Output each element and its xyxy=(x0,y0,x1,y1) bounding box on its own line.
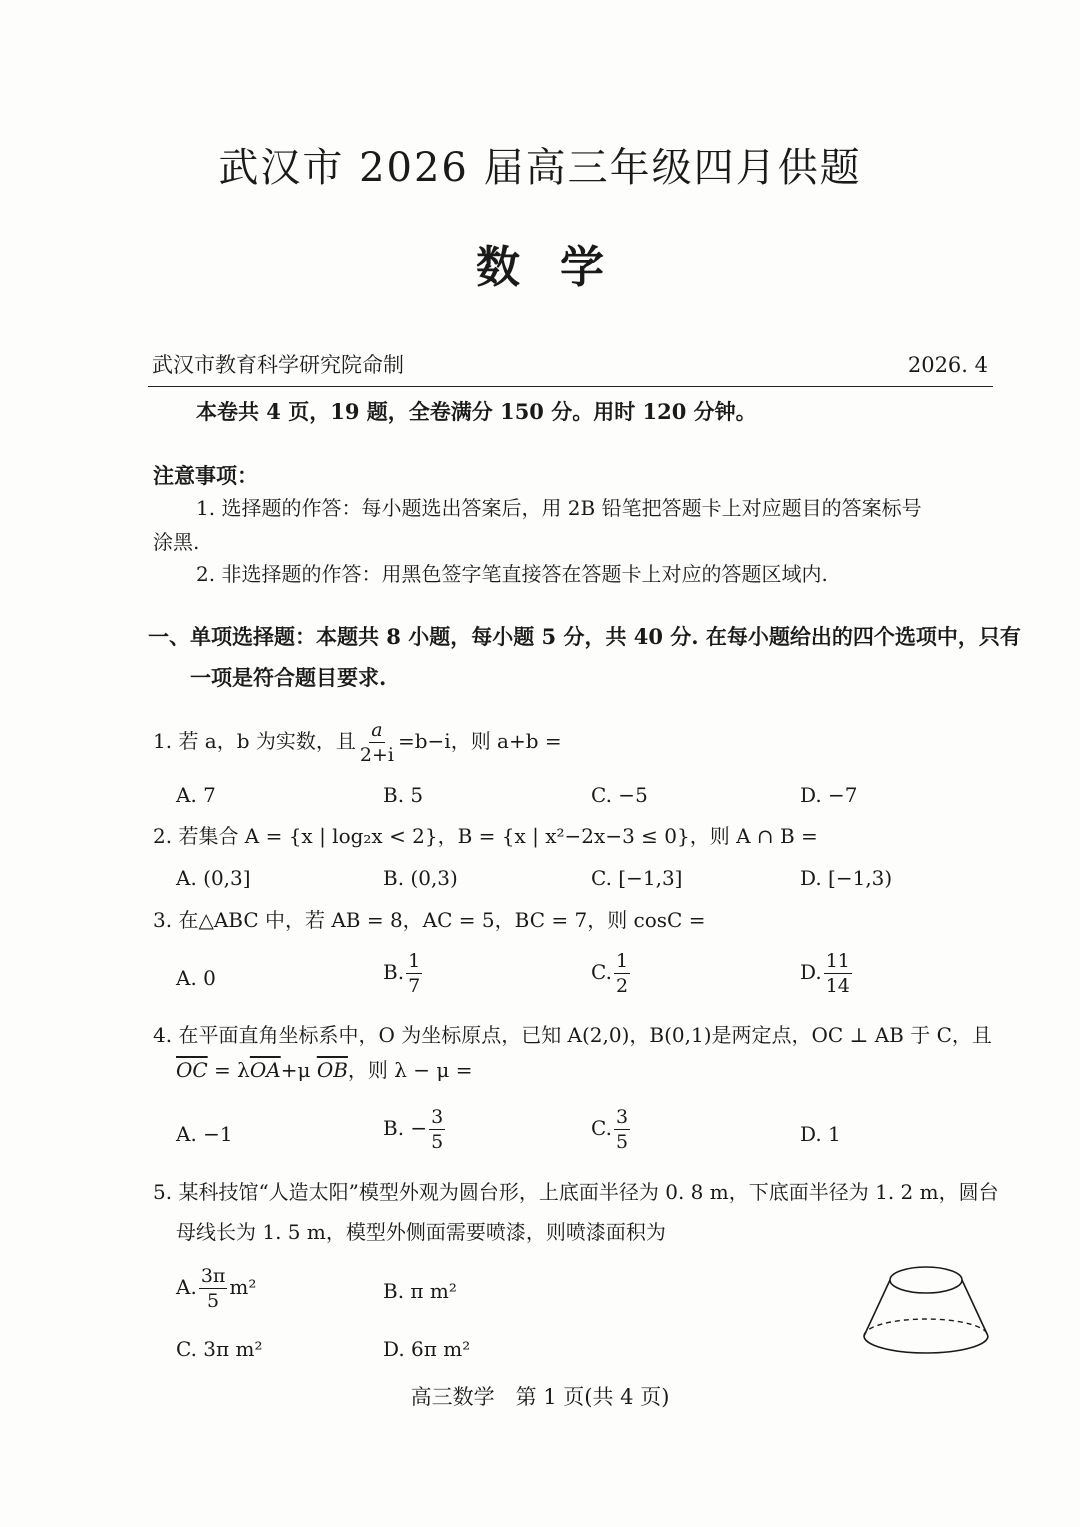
exam-title: 武汉市 2026 届高三年级四月供题 xyxy=(218,145,862,191)
q5-option-b[interactable]: B. π m² xyxy=(383,1279,457,1303)
q1-text-post: =b−i，则 a+b = xyxy=(397,729,562,753)
section-1-heading-cont: 一项是符合题目要求. xyxy=(190,665,387,690)
q2-option-c[interactable]: C. [−1,3] xyxy=(591,866,683,890)
q3-option-b-label: B. xyxy=(383,960,405,984)
question-5-line-2: 母线长为 1. 5 m，模型外侧面需要喷漆，则喷漆面积为 xyxy=(176,1220,666,1244)
q3-option-d-label: D. xyxy=(800,960,822,984)
notice-heading: 注意事项： xyxy=(153,463,258,488)
q1-frac-den: 2+i xyxy=(359,744,394,766)
q3-option-b-fraction xyxy=(406,950,422,997)
q4-option-c-label: C. xyxy=(591,1116,612,1140)
notice-item-1-line-1: 1. 选择题的作答：每小题选出答案后，用 2B 铅笔把答题卡上对应题目的答案标号 xyxy=(196,496,922,520)
q4-option-b-label: B. − xyxy=(383,1116,428,1140)
q4-eq-2: +μ xyxy=(280,1058,317,1082)
q1-fraction xyxy=(358,719,396,766)
q3-option-b[interactable] xyxy=(383,950,424,997)
q4-option-c-fraction xyxy=(614,1106,630,1153)
q2-option-d[interactable]: D. [−1,3) xyxy=(800,866,893,890)
q4-option-a[interactable]: A. −1 xyxy=(176,1122,233,1146)
q1-frac-num: a xyxy=(371,719,383,741)
q4-option-d[interactable]: D. 1 xyxy=(800,1122,841,1146)
q5-option-d[interactable]: D. 6π m² xyxy=(383,1337,471,1361)
frustum-base-visible-arc xyxy=(864,1336,988,1353)
q2-option-b[interactable]: B. (0,3) xyxy=(383,866,458,890)
q1-option-d[interactable]: D. −7 xyxy=(800,783,858,807)
question-1 xyxy=(153,719,562,766)
q3-option-d-den: 14 xyxy=(825,975,850,997)
question-4-line-2 xyxy=(176,1055,473,1085)
frustum-left-edge xyxy=(864,1280,890,1336)
subject-title: 数学 xyxy=(476,242,644,293)
frustum-figure xyxy=(852,1258,1000,1370)
exam-date: 2026. 4 xyxy=(907,353,988,377)
frustum-top-ellipse xyxy=(890,1267,962,1293)
frustum-right-edge xyxy=(962,1280,988,1336)
q5-option-a-num: 3π xyxy=(200,1265,226,1287)
q4-option-b-den: 5 xyxy=(431,1131,444,1153)
q1-option-b[interactable]: B. 5 xyxy=(383,783,424,807)
q3-option-a[interactable]: A. 0 xyxy=(176,966,216,990)
section-1-heading: 一、单项选择题：本题共 8 小题，每小题 5 分，共 40 分. 在每小题给出的四个选项中，只有 xyxy=(148,624,1021,649)
q5-option-c[interactable]: C. 3π m² xyxy=(176,1337,263,1361)
q5-option-a[interactable] xyxy=(176,1265,256,1312)
question-3: 3. 在△ABC 中，若 AB = 8，AC = 5，BC = 7，则 cosC = xyxy=(153,908,706,932)
q3-option-d[interactable] xyxy=(800,950,854,997)
q4-tail: ，则 λ − μ = xyxy=(347,1058,473,1082)
q3-option-d-fraction xyxy=(824,950,852,997)
frustum-base-hidden-arc xyxy=(864,1319,988,1336)
notice-item-2: 2. 非选择题的作答：用黑色签字笔直接答在答题卡上对应的答题区域内. xyxy=(196,562,828,586)
q3-option-b-den: 7 xyxy=(408,975,421,997)
q5-option-a-den: 5 xyxy=(207,1290,220,1312)
question-2: 2. 若集合 A = {x | log₂x < 2}，B = {x | x²−2x−3 ≤ 0}，则 A ∩ B = xyxy=(153,824,818,848)
q3-option-b-num: 1 xyxy=(408,950,421,972)
q3-option-d-num: 11 xyxy=(825,950,850,972)
q3-option-c-fraction xyxy=(614,950,630,997)
exam-intro: 本卷共 4 页，19 题，全卷满分 150 分。用时 120 分钟。 xyxy=(196,399,757,424)
q5-option-a-fraction xyxy=(199,1265,228,1312)
q4-option-b-fraction xyxy=(429,1106,445,1153)
q1-option-a[interactable]: A. 7 xyxy=(176,783,216,807)
header-divider xyxy=(148,386,993,387)
vector-ob: $\overline{OB}$ xyxy=(316,1058,348,1082)
q4-option-b-num: 3 xyxy=(431,1106,444,1128)
q5-option-a-unit: m² xyxy=(229,1275,257,1299)
question-4-line-1: 4. 在平面直角坐标系中，O 为坐标原点，已知 A(2,0)，B(0,1)是两定点，OC ⊥ AB 于 C，且 xyxy=(153,1023,992,1047)
q3-option-c-num: 1 xyxy=(615,950,629,972)
q3-option-c-label: C. xyxy=(591,960,612,984)
q5-option-a-label: A. xyxy=(176,1275,197,1299)
vector-oc: $\overline{OC}$ xyxy=(176,1058,208,1082)
q1-text-pre: 1. 若 a，b 为实数，且 xyxy=(153,729,356,753)
q4-option-c[interactable] xyxy=(591,1106,632,1153)
q4-option-c-num: 3 xyxy=(615,1106,629,1128)
issuing-org: 武汉市教育科学研究院命制 xyxy=(152,353,404,377)
notice-item-1-line-2: 涂黑. xyxy=(153,530,200,554)
page-footer: 高三数学 第 1 页(共 4 页) xyxy=(410,1385,670,1409)
q4-option-b[interactable] xyxy=(383,1106,447,1153)
q1-option-c[interactable]: C. −5 xyxy=(591,783,648,807)
q2-option-a[interactable]: A. (0,3] xyxy=(176,866,251,890)
q3-option-c-den: 2 xyxy=(615,975,629,997)
q3-option-c[interactable] xyxy=(591,950,632,997)
vector-oa: $\overline{OA}$ xyxy=(249,1058,281,1082)
q4-eq-1: = λ xyxy=(207,1058,250,1082)
q4-option-c-den: 5 xyxy=(615,1131,629,1153)
question-5-line-1: 5. 某科技馆“人造太阳”模型外观为圆台形，上底面半径为 0. 8 m，下底面半径为 1. 2 m，圆台 xyxy=(153,1180,999,1204)
